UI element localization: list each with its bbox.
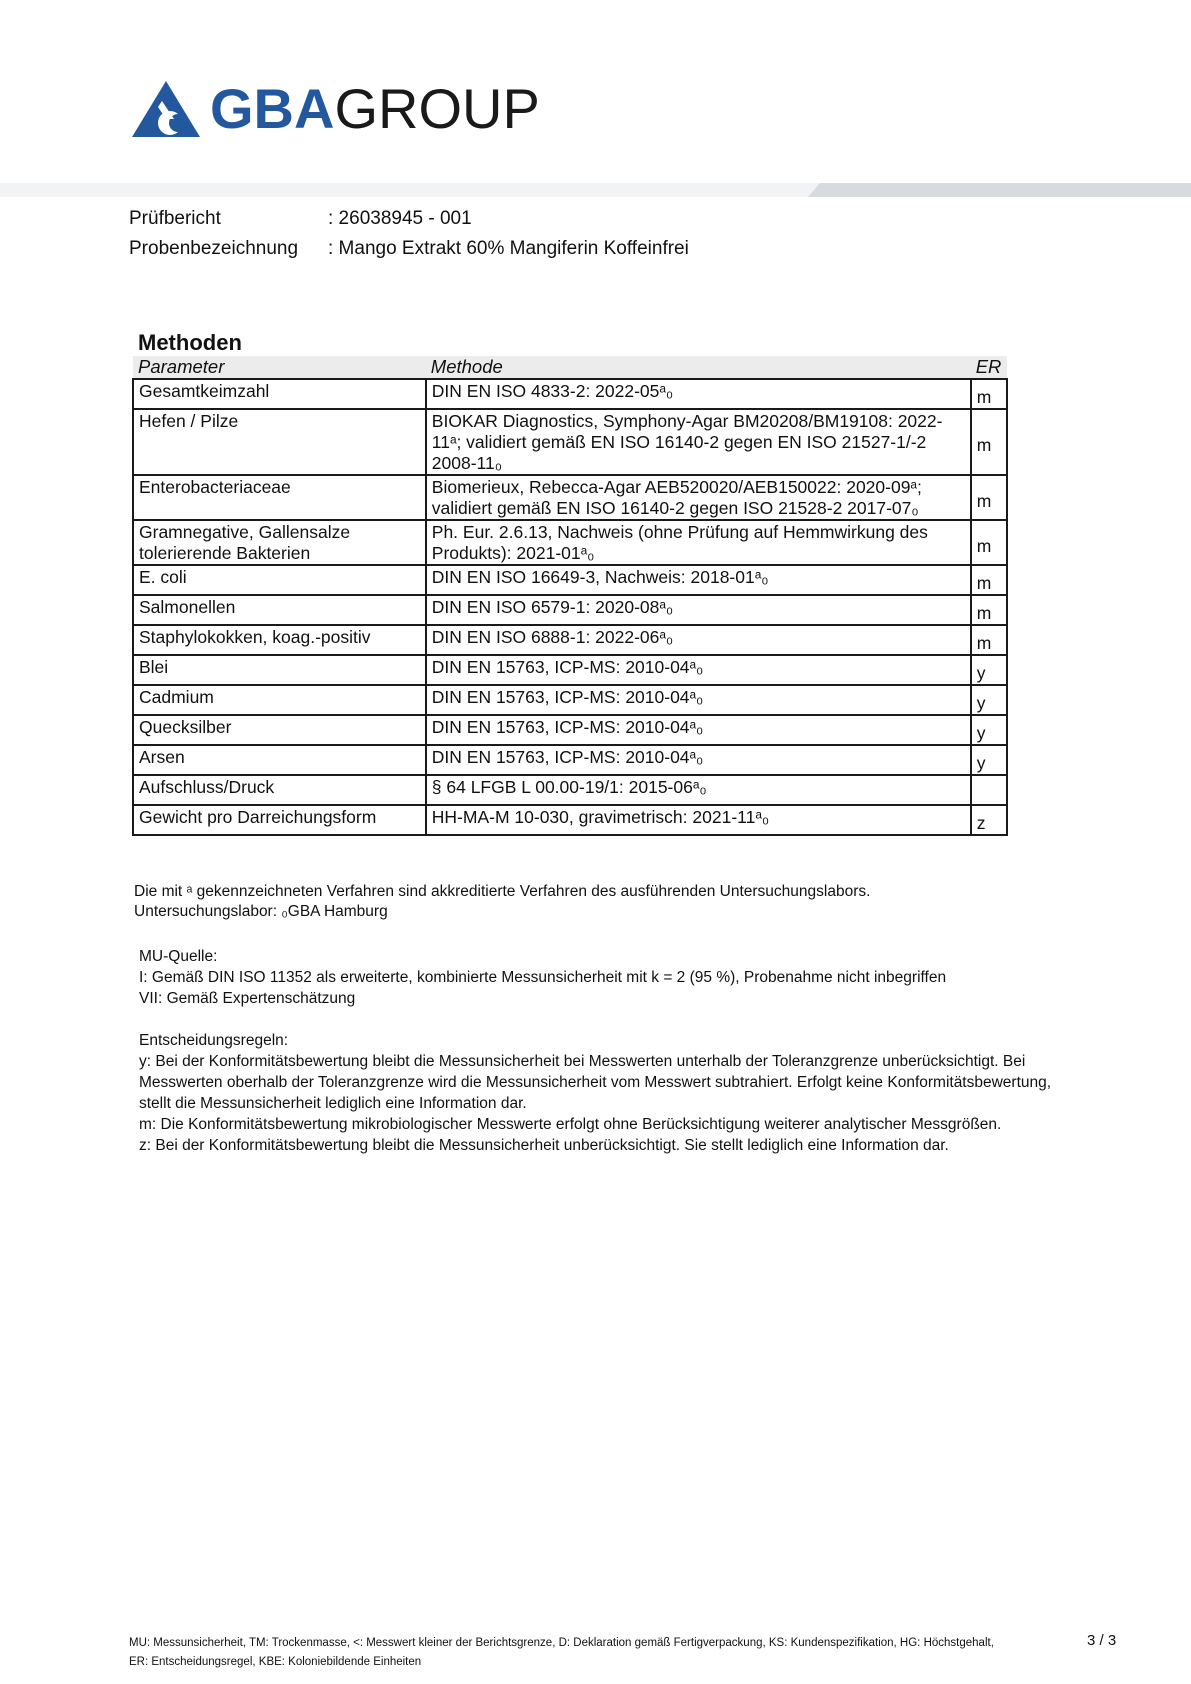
logo-gba-text: GBA xyxy=(210,77,335,140)
cell-er xyxy=(971,475,1007,520)
logo-wordmark xyxy=(210,76,540,142)
cell-er xyxy=(971,565,1007,595)
cell-method: DIN EN ISO 16649-3, Nachweis: 2018-01ᵃ₀ xyxy=(426,565,971,595)
er-value: m xyxy=(976,387,992,407)
table-row xyxy=(133,409,1007,475)
rules-title: Entscheidungsregeln: xyxy=(139,1032,289,1049)
table-row xyxy=(133,475,1007,520)
cell-parameter: Arsen xyxy=(133,745,426,775)
cell-method: DIN EN 15763, ICP-MS: 2010-04ᵃ₀ xyxy=(426,715,971,745)
methods-title: Methoden xyxy=(138,330,242,355)
header-er: ER xyxy=(971,356,1007,379)
methods-table xyxy=(132,356,1008,836)
cell-method: DIN EN ISO 6888-1: 2022-06ᵃ₀ xyxy=(426,625,971,655)
cell-parameter: Salmonellen xyxy=(133,595,426,625)
rule-y: y: Bei der Konformitätsbewertung bleibt die Messunsicherheit bei Messwerten unterhalb der Toleranzgrenze unberücksichtigt. Bei Messwerten oberhalb der Toleranzgrenze wird die Messunsicherheit vom Messwert subtrahiert. Erfolgt keine Konformitätsbewertung, stellt die Messunsicherheit lediglich eine Information dar. xyxy=(139,1053,1052,1112)
table-row xyxy=(133,805,1007,835)
cell-method: DIN EN ISO 4833-2: 2022-05ᵃ₀ xyxy=(426,379,971,409)
header-method: Methode xyxy=(426,356,971,379)
table-row xyxy=(133,685,1007,715)
decision-rules xyxy=(139,1030,1079,1156)
methods-header-row xyxy=(133,356,1007,379)
cell-er xyxy=(971,685,1007,715)
accreditation-notes xyxy=(134,882,870,922)
header-band xyxy=(0,183,1191,197)
table-row xyxy=(133,520,1007,565)
mu-source xyxy=(139,946,946,1009)
cell-method: DIN EN 15763, ICP-MS: 2010-04ᵃ₀ xyxy=(426,655,971,685)
cell-er xyxy=(971,805,1007,835)
er-value: z xyxy=(976,813,986,833)
cell-parameter: Hefen / Pilze xyxy=(133,409,426,475)
rule-z: z: Bei der Konformitätsbewertung bleibt die Messunsicherheit unberücksichtigt. Sie stellt lediglich eine Information dar. xyxy=(139,1137,949,1154)
cell-er xyxy=(971,625,1007,655)
page-number: 3 / 3 xyxy=(1087,1632,1117,1649)
sample-name-value: : Mango Extrakt 60% Mangiferin Koffeinfrei xyxy=(328,238,689,259)
cell-er xyxy=(971,409,1007,475)
cell-parameter: Aufschluss/Druck xyxy=(133,775,426,805)
rule-m: m: Die Konformitätsbewertung mikrobiologischer Messwerte erfolgt ohne Berücksichtigung weiterer analytischer Messgrößen. xyxy=(139,1116,1002,1133)
cell-parameter: Gesamtkeimzahl xyxy=(133,379,426,409)
table-row xyxy=(133,625,1007,655)
cell-parameter: E. coli xyxy=(133,565,426,595)
er-value: y xyxy=(976,663,986,683)
table-row xyxy=(133,745,1007,775)
lab-note: Untersuchungslabor: ₀GBA Hamburg xyxy=(134,903,388,920)
table-row xyxy=(133,379,1007,409)
cell-method: HH-MA-M 10-030, gravimetrisch: 2021-11ᵃ₀ xyxy=(426,805,971,835)
er-value: y xyxy=(976,693,986,713)
er-value: m xyxy=(976,633,992,653)
cell-method: DIN EN ISO 6579-1: 2020-08ᵃ₀ xyxy=(426,595,971,625)
er-value: m xyxy=(976,435,992,455)
gba-logo-icon xyxy=(130,79,202,139)
table-row xyxy=(133,565,1007,595)
table-row xyxy=(133,655,1007,685)
cell-parameter: Enterobacteriaceae xyxy=(133,475,426,520)
accredited-note: Die mit ᵃ gekennzeichneten Verfahren sind akkreditierte Verfahren des ausführenden Untersuchungslabors. xyxy=(134,883,871,900)
cell-parameter: Blei xyxy=(133,655,426,685)
cell-er xyxy=(971,520,1007,565)
footer-line-2: ER: Entscheidungsregel, KBE: Koloniebildende Einheiten xyxy=(129,1656,422,1668)
footer-abbreviations xyxy=(129,1634,1009,1672)
cell-er xyxy=(971,775,1007,805)
report-number-value: : 26038945 - 001 xyxy=(328,208,472,229)
cell-parameter: Gewicht pro Darreichungsform xyxy=(133,805,426,835)
cell-parameter: Quecksilber xyxy=(133,715,426,745)
logo-group-text: GROUP xyxy=(334,77,540,140)
company-logo xyxy=(130,76,540,142)
mu-line-1: I: Gemäß DIN ISO 11352 als erweiterte, kombinierte Messunsicherheit mit k = 2 (95 %), Probenahme nicht inbegriffen xyxy=(139,969,947,986)
table-row xyxy=(133,715,1007,745)
mu-title: MU-Quelle: xyxy=(139,948,218,965)
cell-method: Biomerieux, Rebecca-Agar AEB520020/AEB150022: 2020-09ᵃ; validiert gemäß EN ISO 16140-2 gegen ISO 21528-2 2017-07₀ xyxy=(426,475,971,520)
report-number-label: Prüfbericht xyxy=(129,208,221,229)
mu-line-2: VII: Gemäß Expertenschätzung xyxy=(139,990,356,1007)
cell-method: § 64 LFGB L 00.00-19/1: 2015-06ᵃ₀ xyxy=(426,775,971,805)
er-value: y xyxy=(976,723,986,743)
er-value: y xyxy=(976,753,986,773)
cell-er xyxy=(971,745,1007,775)
cell-method: Ph. Eur. 2.6.13, Nachweis (ohne Prüfung auf Hemmwirkung des Produkts): 2021-01ᵃ₀ xyxy=(426,520,971,565)
footer-line-1: MU: Messunsicherheit, TM: Trockenmasse, <: Messwert kleiner der Berichtsgrenze, D: Deklaration gemäß Fertigverpackung, KS: Kundenspezifikation, HG: Höchstgehalt, xyxy=(129,1637,994,1649)
header-parameter: Parameter xyxy=(133,356,426,379)
cell-method: DIN EN 15763, ICP-MS: 2010-04ᵃ₀ xyxy=(426,745,971,775)
cell-er xyxy=(971,379,1007,409)
cell-parameter: Cadmium xyxy=(133,685,426,715)
er-value: m xyxy=(976,535,992,556)
cell-parameter: Gramnegative, Gallensalze tolerierende Bakterien xyxy=(133,520,426,565)
table-row xyxy=(133,775,1007,805)
cell-method: BIOKAR Diagnostics, Symphony-Agar BM20208/BM19108: 2022-11ᵃ; validiert gemäß EN ISO 16140-2 gegen EN ISO 21527-1/-2 2008-11₀ xyxy=(426,409,971,475)
er-value: m xyxy=(976,573,992,593)
er-value: m xyxy=(976,490,992,511)
cell-parameter: Staphylokokken, koag.-positiv xyxy=(133,625,426,655)
table-row xyxy=(133,595,1007,625)
sample-name-label: Probenbezeichnung xyxy=(129,238,299,259)
cell-method: DIN EN 15763, ICP-MS: 2010-04ᵃ₀ xyxy=(426,685,971,715)
cell-er xyxy=(971,655,1007,685)
cell-er xyxy=(971,595,1007,625)
er-value: m xyxy=(976,603,992,623)
cell-er xyxy=(971,715,1007,745)
